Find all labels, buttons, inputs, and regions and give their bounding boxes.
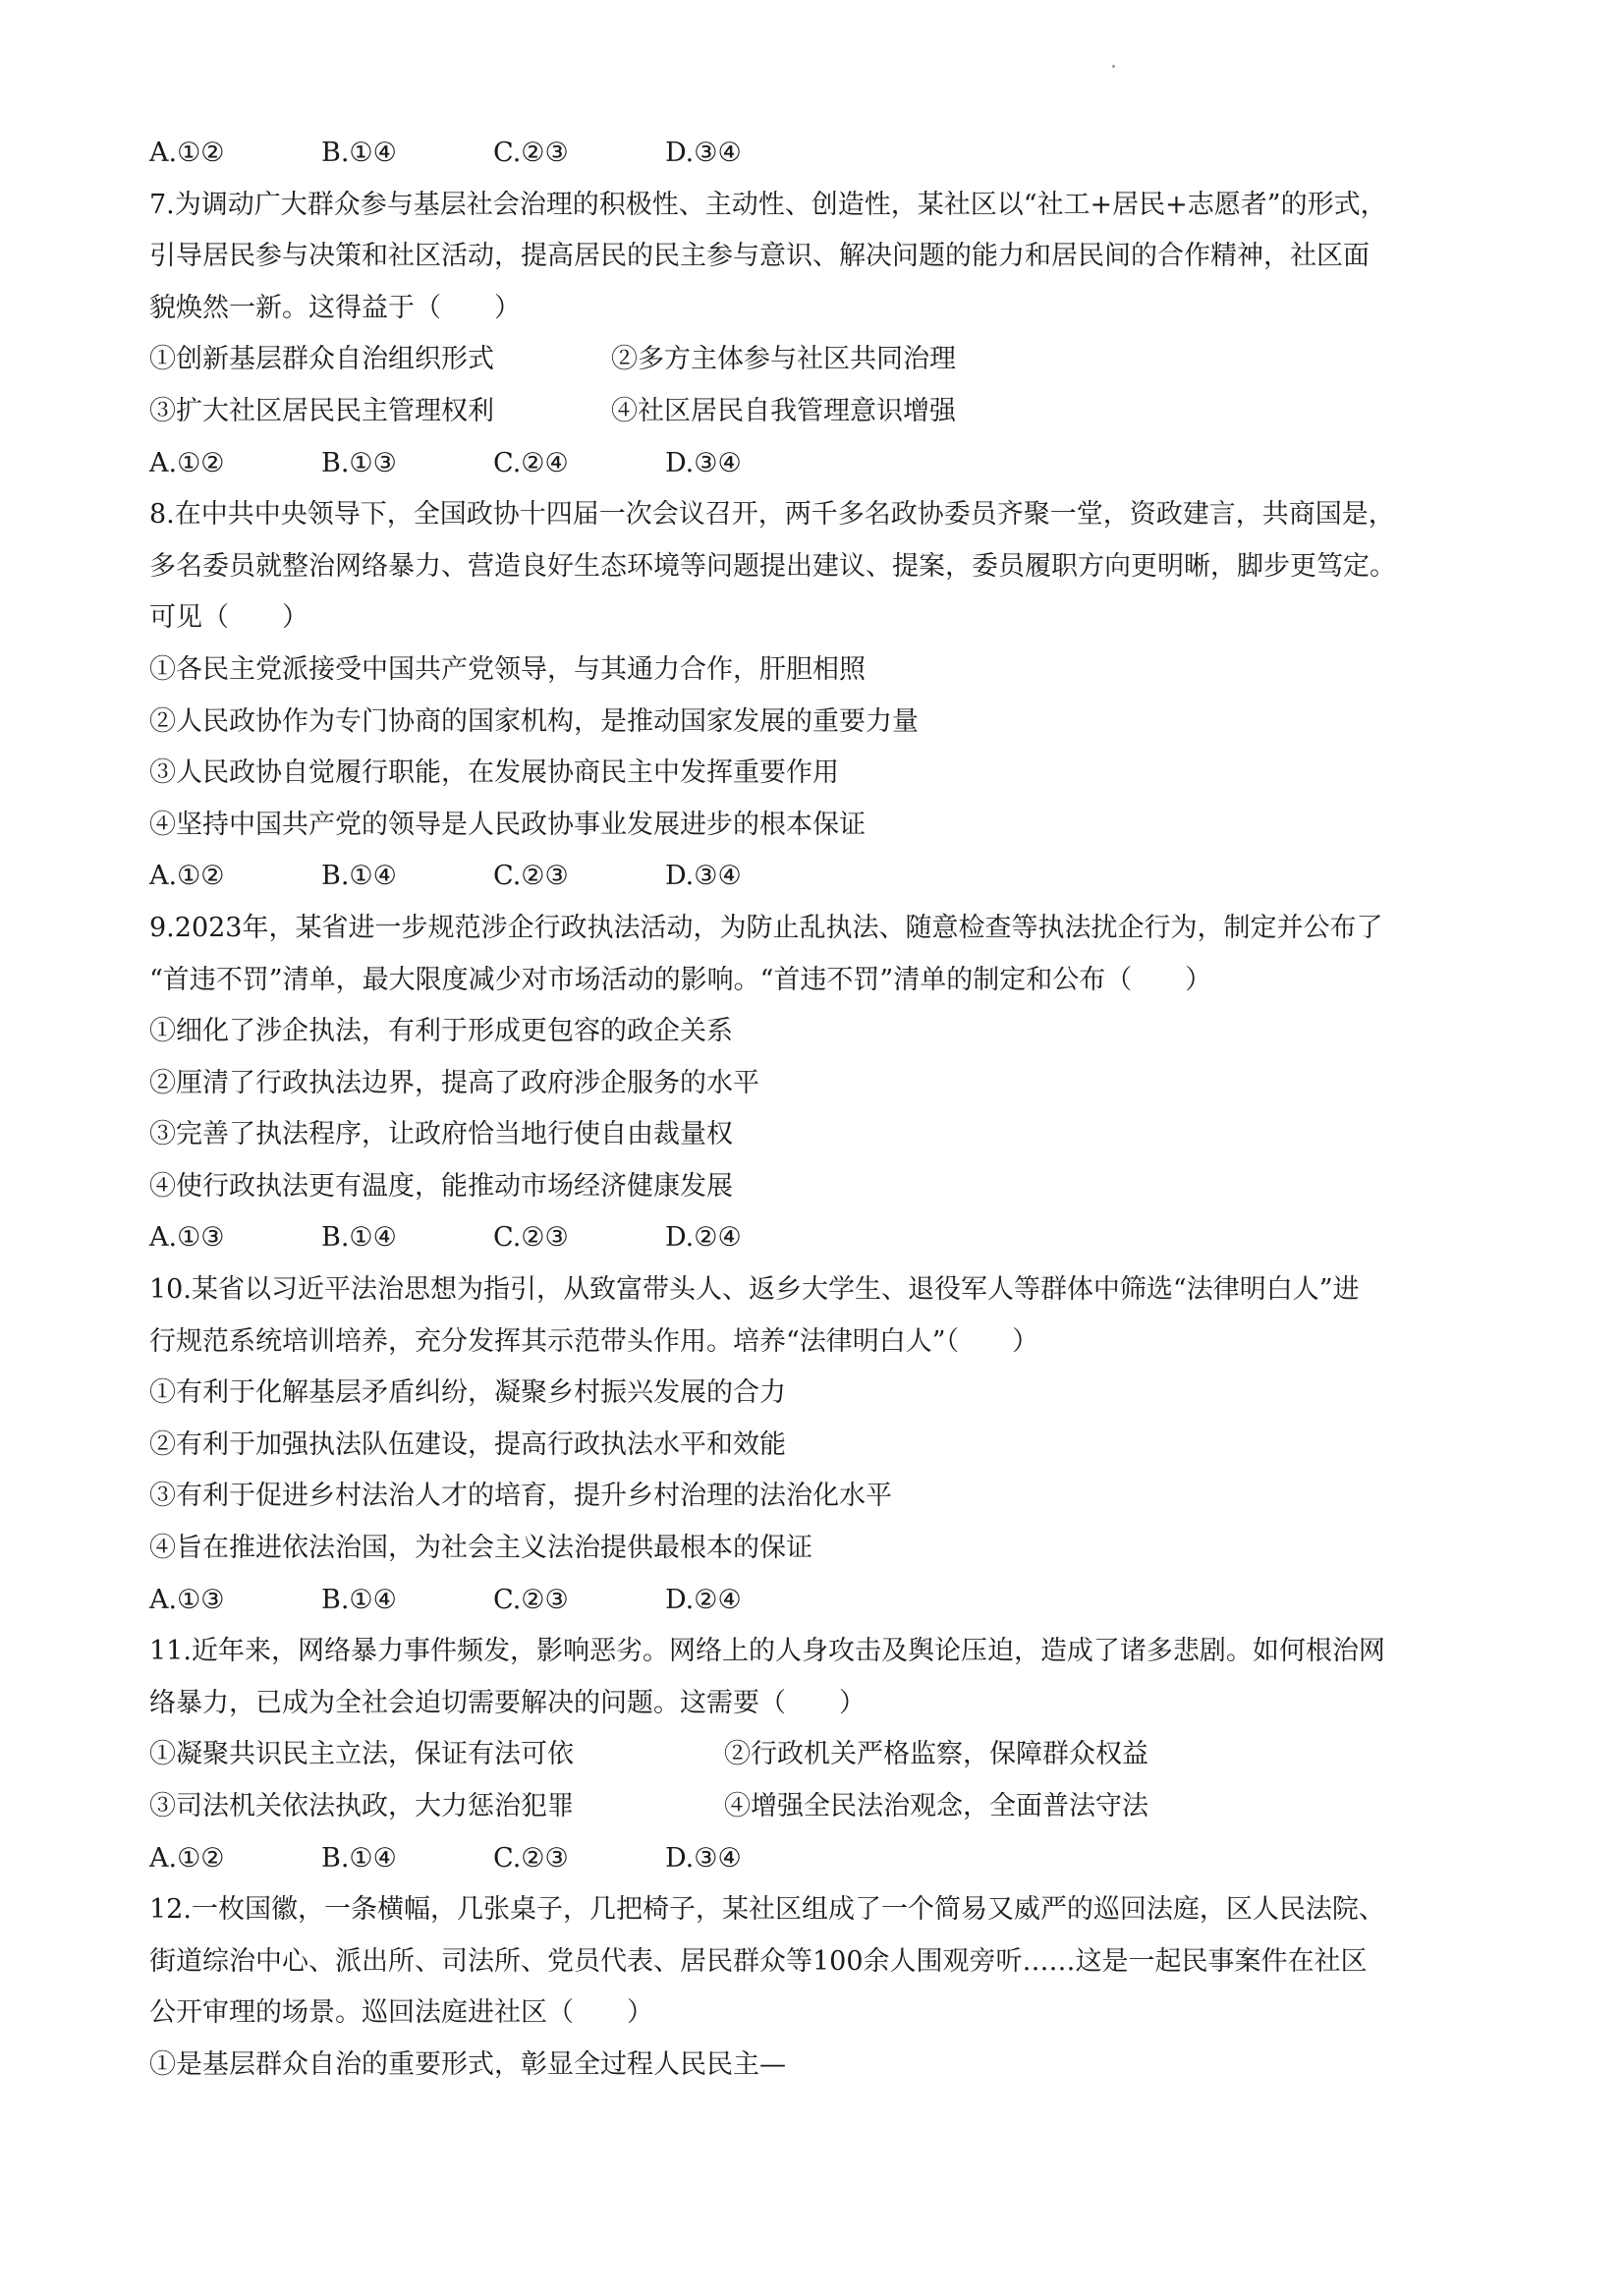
q11-stem-line-2: 络暴力，已成为全社会迫切需要解决的问题。这需要（ ） xyxy=(149,1687,866,1718)
q11-options xyxy=(149,1833,1495,1885)
q7-statement-2: ②多方主体参与社区共同治理 xyxy=(611,344,956,375)
q11-option-b: B.①④ xyxy=(321,1842,397,1874)
q10-option-a: A.①③ xyxy=(149,1584,225,1615)
q7-option-b: B.①③ xyxy=(321,447,397,478)
q9-option-c: C.②③ xyxy=(493,1222,569,1254)
q12-statement-1: ①是基层群众自治的重要形式，彰显全过程人民民主— xyxy=(149,2048,786,2080)
q8-option-d: D.③④ xyxy=(665,861,742,892)
q11-statement-1: ①凝聚共识民主立法，保证有法可依 xyxy=(149,1739,574,1770)
q6-options xyxy=(149,128,1495,180)
q11-statement-row-2 xyxy=(149,1781,1495,1833)
q8-statement-2: ②人民政协作为专门协商的国家机构，是推动国家发展的重要力量 xyxy=(149,705,919,737)
q7-option-a: A.①② xyxy=(149,447,225,478)
q8-option-c: C.②③ xyxy=(493,861,569,892)
q11-option-a: A.①② xyxy=(149,1842,225,1874)
q10-stem-line-1: 10.某省以习近平法治思想为指引，从致富带头人、返乡大学生、退役军人等群体中筛选“法律明白人”进 xyxy=(149,1274,1360,1306)
q9-statement-4: ④使行政执法更有温度，能推动市场经济健康发展 xyxy=(149,1170,733,1202)
q9-statement-3: ③完善了执法程序，让政府恰当地行使自由裁量权 xyxy=(149,1119,733,1150)
q8-stem-line-1: 8.在中共中央领导下，全国政协十四届一次会议召开，两千多名政协委员齐聚一堂，资政建言，共商国是， xyxy=(149,499,1395,531)
q12-stem-line-2: 街道综治中心、派出所、司法所、党员代表、居民群众等100余人围观旁听……这是一起民事案件在社区 xyxy=(149,1945,1368,1977)
q8-statement-3: ③人民政协自觉履行职能，在发展协商民主中发挥重要作用 xyxy=(149,757,839,789)
q9-option-b: B.①④ xyxy=(321,1222,397,1254)
q9-option-d: D.②④ xyxy=(665,1222,742,1254)
q8-stem-line-2: 多名委员就整治网络暴力、营造良好生态环境等问题提出建议、提案，委员履职方向更明晰，脚步更笃定。 xyxy=(149,550,1396,582)
q8-stem-line-3: 可见（ ） xyxy=(149,602,308,634)
q11-stem-line-1: 11.近年来，网络暴力事件频发，影响恶劣。网络上的人身攻击及舆论压迫，造成了诸多悲剧。如何根治网 xyxy=(149,1636,1385,1667)
q9-stem-line-2: “首违不罚”清单，最大限度减少对市场活动的影响。“首违不罚”清单的制定和公布（ ） xyxy=(149,964,1212,995)
q7-stem-line-2: 引导居民参与决策和社区活动，提高居民的民主参与意识、解决问题的能力和居民间的合作精神，社区面 xyxy=(149,241,1370,272)
q8-statement-1: ①各民主党派接受中国共产党领导，与其通力合作，肝胆相照 xyxy=(149,653,866,685)
q11-option-c: C.②③ xyxy=(493,1842,569,1874)
q7-statement-4: ④社区居民自我管理意识增强 xyxy=(611,395,956,426)
q8-option-b: B.①④ xyxy=(321,861,397,892)
q6-option-a: A.①② xyxy=(149,138,225,168)
q9-option-a: A.①③ xyxy=(149,1222,225,1254)
q7-statement-3: ③扩大社区居民民主管理权利 xyxy=(149,395,494,426)
q11-statement-row-1 xyxy=(149,1729,1495,1781)
q6-option-c: C.②③ xyxy=(493,138,569,168)
q7-stem-line-3: 貌焕然一新。这得益于（ ） xyxy=(149,292,521,323)
q12-stem-line-3: 公开审理的场景。巡回法庭进社区（ ） xyxy=(149,1997,653,2029)
q11-option-d: D.③④ xyxy=(665,1842,742,1874)
q10-option-d: D.②④ xyxy=(665,1584,742,1615)
q12-stem-line-1: 12.一枚国徽，一条横幅，几张桌子，几把椅子，某社区组成了一个简易又威严的巡回法庭，区人民法院、 xyxy=(149,1894,1385,1926)
q11-statement-3: ③司法机关依法执政，大力惩治犯罪 xyxy=(149,1791,574,1821)
q10-option-c: C.②③ xyxy=(493,1584,569,1615)
q9-stem-line-1: 9.2023年，某省进一步规范涉企行政执法活动，为防止乱执法、随意检查等执法扰企行为，制定并公布了 xyxy=(149,912,1383,943)
q10-statement-1: ①有利于化解基层矛盾纠纷，凝聚乡村振兴发展的合力 xyxy=(149,1377,786,1409)
q9-statement-2: ②厘清了行政执法边界，提高了政府涉企服务的水平 xyxy=(149,1067,759,1098)
q7-stem-line-1: 7.为调动广大群众参与基层社会治理的积极性、主动性、创造性，某社区以“社工+居民+志愿者”的形式， xyxy=(149,189,1387,220)
scan-speck xyxy=(1112,65,1115,68)
q8-option-a: A.①② xyxy=(149,861,225,892)
q10-options xyxy=(149,1575,1495,1627)
q10-statement-3: ③有利于促进乡村法治人才的培育，提升乡村治理的法治化水平 xyxy=(149,1481,892,1512)
q7-statement-row-1 xyxy=(149,334,1495,386)
q7-statement-1: ①创新基层群众自治组织形式 xyxy=(149,344,494,375)
q10-statement-2: ②有利于加强执法队伍建设，提高行政执法水平和效能 xyxy=(149,1428,786,1460)
q10-option-b: B.①④ xyxy=(321,1584,397,1615)
q7-option-c: C.②④ xyxy=(493,447,569,478)
q10-stem-line-2: 行规范系统培训培养，充分发挥其示范带头作用。培养“法律明白人”（ ） xyxy=(149,1325,1039,1357)
q8-options xyxy=(149,851,1495,903)
q9-options xyxy=(149,1212,1495,1264)
page-content xyxy=(149,128,1495,2092)
q10-statement-4: ④旨在推进依法治国，为社会主义法治提供最根本的保证 xyxy=(149,1533,812,1564)
q6-option-b: B.①④ xyxy=(321,138,397,168)
q7-options xyxy=(149,438,1495,490)
q8-statement-4: ④坚持中国共产党的领导是人民政协事业发展进步的根本保证 xyxy=(149,809,866,840)
q11-statement-4: ④增强全民法治观念，全面普法守法 xyxy=(724,1791,1148,1821)
q7-option-d: D.③④ xyxy=(665,447,742,478)
q9-statement-1: ①细化了涉企执法，有利于形成更包容的政企关系 xyxy=(149,1016,733,1047)
q7-statement-row-2 xyxy=(149,386,1495,438)
q6-option-d: D.③④ xyxy=(665,138,742,168)
q11-statement-2: ②行政机关严格监察，保障群众权益 xyxy=(724,1739,1148,1770)
